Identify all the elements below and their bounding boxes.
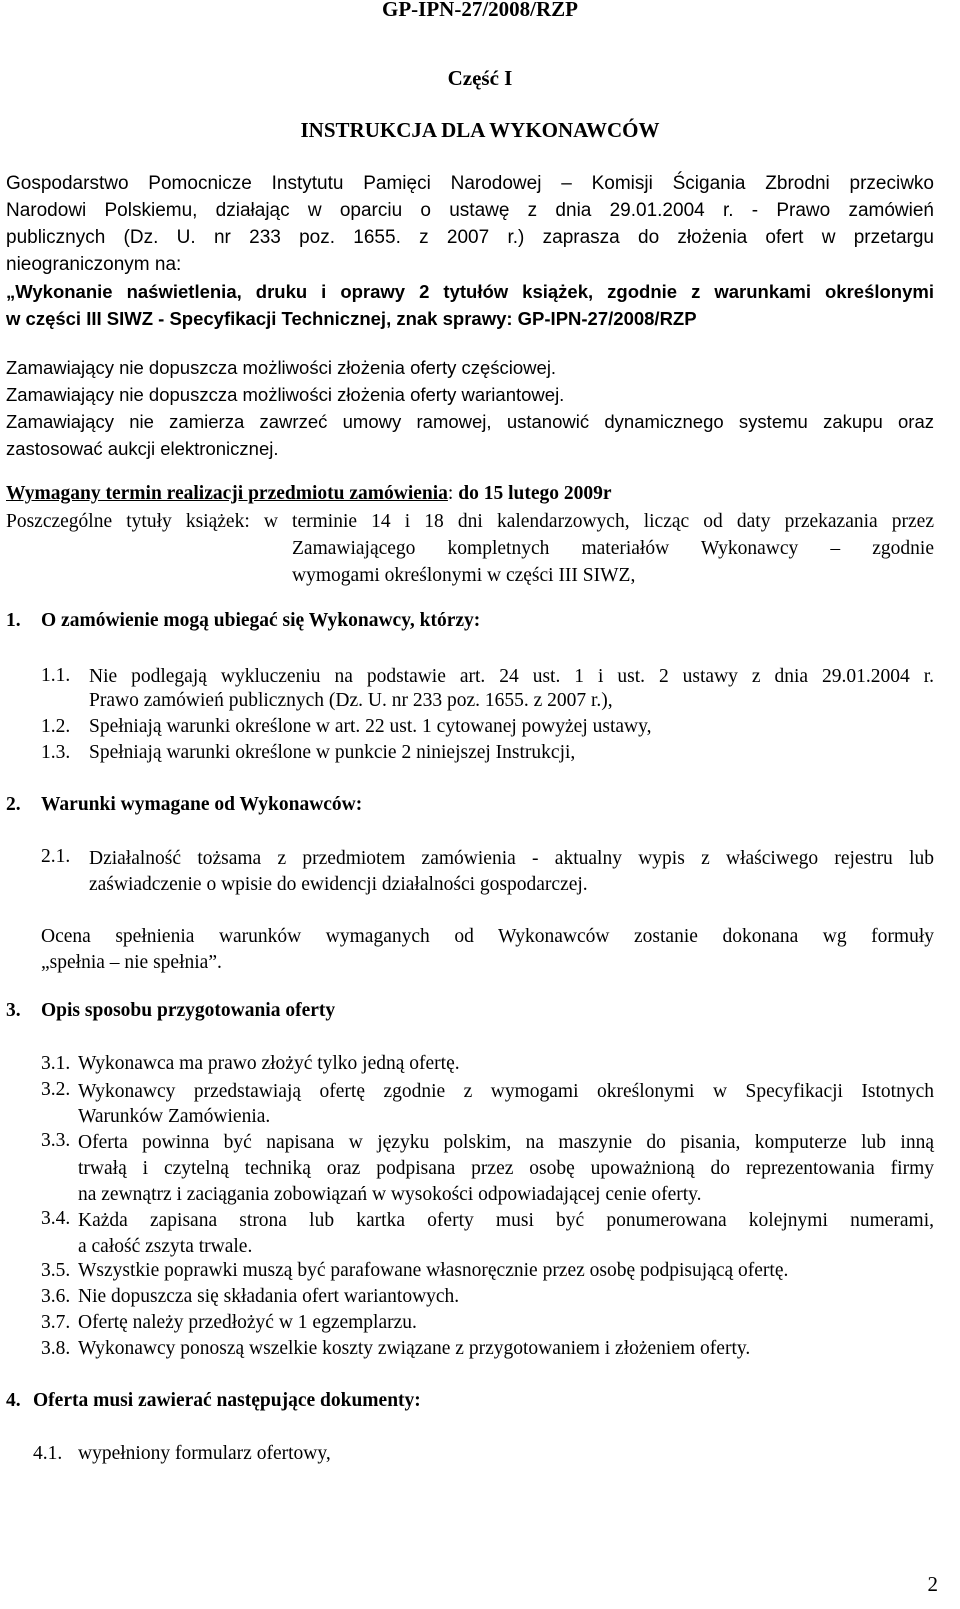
item-text xyxy=(78,1208,934,1260)
item-line: Każda zapisana strona lub kartka oferty musi być ponumerowana kolejnymi numerami, xyxy=(78,1210,934,1231)
item-number: 2.1. xyxy=(41,846,71,867)
item-line: a całość zszyta trwale. xyxy=(78,1236,253,1257)
deadline-value: do 15 lutego 2009r xyxy=(458,483,612,504)
item-line: Działalność tożsama z przedmiotem zamówienia - aktualny wypis z właściwego rejestru lub xyxy=(89,848,934,869)
item-text: Wykonawca ma prawo złożyć tylko jedną ofertę. xyxy=(78,1053,460,1074)
section-1-title: O zamówienie mogą ubiegać się Wykonawcy, którzy: xyxy=(41,610,481,631)
item-number: 3.3. xyxy=(41,1130,71,1151)
item-text: Wykonawcy ponoszą wszelkie koszty związane z przygotowaniem i złożeniem oferty. xyxy=(78,1338,751,1359)
item-text: Spełniają warunki określone w art. 22 ust. 1 cytowanej powyżej ustawy, xyxy=(89,716,652,737)
deadline-detail-line: Zamawiającego kompletnych materiałów Wykonawcy – zgodnie xyxy=(292,538,934,559)
item-line: zaświadczenie o wpisie do ewidencji działalności gospodarczej. xyxy=(89,874,588,895)
item-number: 3.1. xyxy=(41,1053,71,1074)
intro-line: Gospodarstwo Pomocnicze Instytutu Pamięci Narodowej – Komisji Ścigania Zbrodni przeciwko xyxy=(6,173,934,194)
intro-paragraph xyxy=(6,170,934,278)
deadline-details xyxy=(6,508,934,535)
item-text: Ofertę należy przedłożyć w 1 egzemplarzu. xyxy=(78,1312,417,1333)
section-2-title: Warunki wymagane od Wykonawców: xyxy=(41,794,363,815)
note-line: zastosować aukcji elektronicznej. xyxy=(6,438,279,459)
deadline-label: Wymagany termin realizacji przedmiotu zamówienia xyxy=(6,483,448,504)
deadline-details-cont xyxy=(292,535,934,589)
item-line: trwałą i czytelną techniką oraz podpisana przez osobę upoważnioną do reprezentowania firmy xyxy=(78,1158,934,1179)
note-line: Zamawiający nie dopuszcza możliwości złożenia oferty częściowej. xyxy=(6,357,557,378)
item-number: 1.2. xyxy=(41,716,71,737)
notes-paragraph xyxy=(6,354,934,462)
page-title: INSTRUKCJA DLA WYKONAWCÓW xyxy=(300,118,660,142)
deadline-detail-line: wymogami określonymi w części III SIWZ, xyxy=(292,565,636,586)
note-line: Ocena spełnienia warunków wymaganych od Wykonawców zostanie dokonana wg formuły xyxy=(41,926,934,947)
subject-paragraph xyxy=(6,278,934,332)
subject-line: w części III SIWZ - Specyfikacji Technicznej, znak sprawy: GP-IPN-27/2008/RZP xyxy=(6,308,697,329)
item-text: Nie dopuszcza się składania ofert wariantowych. xyxy=(78,1286,460,1307)
section-2-number: 2. xyxy=(6,794,21,815)
item-text xyxy=(89,665,934,713)
item-text xyxy=(89,846,934,898)
item-number: 3.2. xyxy=(41,1079,71,1100)
item-number: 3.8. xyxy=(41,1338,71,1359)
section-3-title: Opis sposobu przygotowania oferty xyxy=(41,1000,336,1021)
intro-line: Narodowi Polskiemu, działając w oparciu o ustawę z dnia 29.01.2004 r. - Prawo zamówień xyxy=(6,200,934,221)
subject-line: „Wykonanie naświetlenia, druku i oprawy 2 tytułów książek, zgodnie z warunkami określonymi xyxy=(6,281,934,302)
item-number: 1.3. xyxy=(41,742,71,763)
section-1-number: 1. xyxy=(6,610,21,631)
item-line: Warunków Zamówienia. xyxy=(78,1106,271,1127)
section-4-number: 4. xyxy=(6,1390,21,1411)
section-4-title: Oferta musi zawierać następujące dokumenty: xyxy=(33,1390,421,1411)
note-line: Zamawiający nie zamierza zawrzeć umowy ramowej, ustanowić dynamicznego systemu zakupu oraz xyxy=(6,411,934,432)
item-text: Wszystkie poprawki muszą być parafowane własnoręcznie przez osobę podpisującą ofertę. xyxy=(78,1260,789,1281)
section-3-number: 3. xyxy=(6,1000,21,1021)
deadline-line xyxy=(6,483,612,505)
item-number: 1.1. xyxy=(41,665,71,686)
deadline-detail-line: Poszczególne tytuły książek: w terminie 14 i 18 dni kalendarzowych, licząc od daty przekazania przez xyxy=(6,511,934,532)
part-title: Część I xyxy=(447,66,513,90)
item-number: 3.5. xyxy=(41,1260,71,1281)
document-code: GP-IPN-27/2008/RZP xyxy=(382,0,578,21)
deadline-colon: : xyxy=(447,483,454,504)
item-line: Oferta powinna być napisana w języku polskim, na maszynie do pisania, komputerze lub inną xyxy=(78,1132,934,1153)
item-text xyxy=(78,1079,934,1129)
page-number: 2 xyxy=(927,1572,938,1596)
item-line: na zewnątrz i zaciągania zobowiązań w wysokości odpowiadającej cenie oferty. xyxy=(78,1184,702,1205)
note-line: Zamawiający nie dopuszcza możliwości złożenia oferty wariantowej. xyxy=(6,384,565,405)
item-number: 3.6. xyxy=(41,1286,71,1307)
item-line: Wykonawcy przedstawiają ofertę zgodnie z wymogami określonymi w Specyfikacji Istotnych xyxy=(78,1081,934,1102)
item-text xyxy=(78,1130,934,1208)
item-text: wypełniony formularz ofertowy, xyxy=(78,1443,331,1464)
item-number: 4.1. xyxy=(33,1443,63,1464)
item-text: Spełniają warunki określone w punkcie 2 niniejszej Instrukcji, xyxy=(89,742,576,763)
intro-line: nieograniczonym na: xyxy=(6,254,182,275)
note-line: „spełnia – nie spełnia”. xyxy=(41,952,222,973)
item-number: 3.4. xyxy=(41,1208,71,1229)
intro-line: publicznych (Dz. U. nr 233 poz. 1655. z 2007 r.) zaprasza do złożenia ofert w przetargu xyxy=(6,227,934,248)
item-line: Prawo zamówień publicznych (Dz. U. nr 233 poz. 1655. z 2007 r.), xyxy=(89,690,613,711)
item-line: Nie podlegają wykluczeniu na podstawie art. 24 ust. 1 i ust. 2 ustawy z dnia 29.01.2004 r. xyxy=(89,666,934,687)
evaluation-note xyxy=(41,924,934,976)
item-number: 3.7. xyxy=(41,1312,71,1333)
